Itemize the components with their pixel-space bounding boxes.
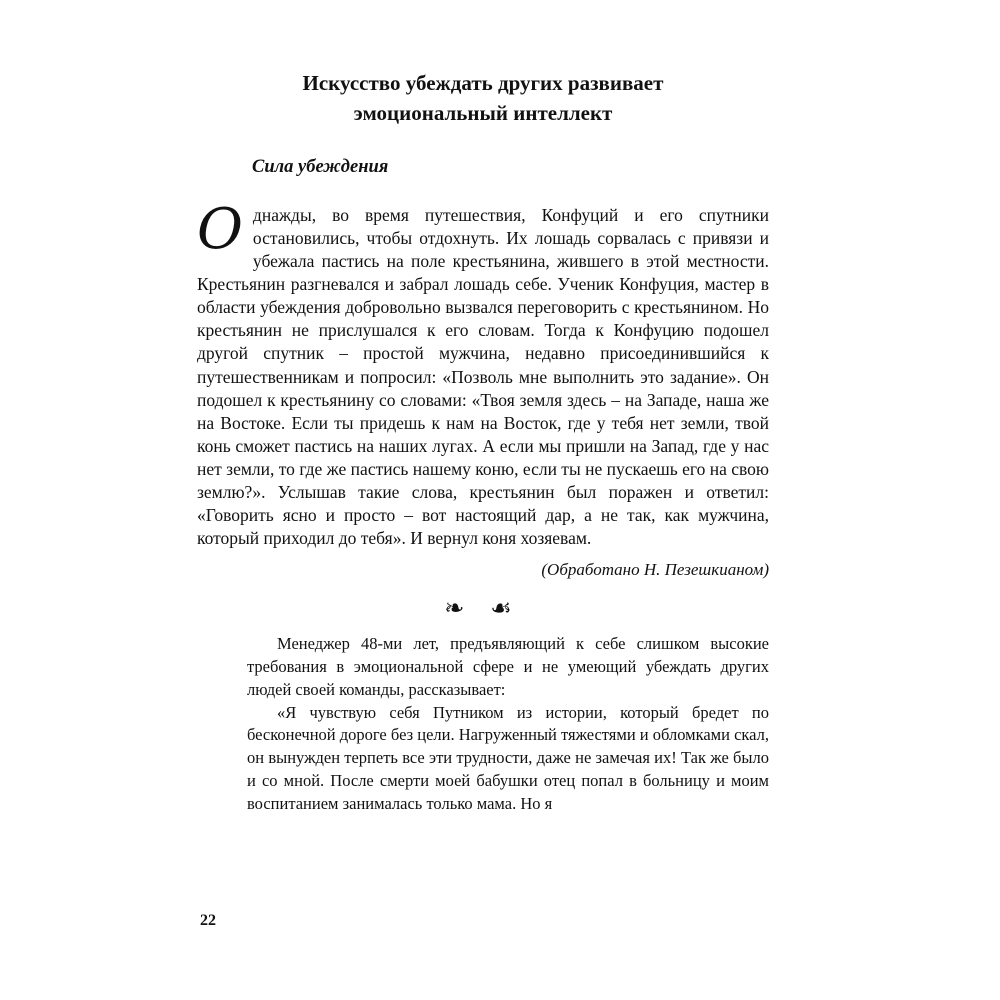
case-quote-paragraph-2: «Я чувствую себя Путником из истории, который бредет по бесконечной дороге без цели. Нагруженный тяжестями и обломками скал, он вынужден терпеть все эти трудности, даже не замечая их! Так же было и со мной. После смерти моей бабушки отец попал в больницу и моим воспитанием занималась только мама. Но я xyxy=(247,702,769,813)
fleuron-ornament-icon: ❧ ☙ xyxy=(444,596,522,623)
case-quote-block xyxy=(247,633,769,815)
section-subheading: Сила убеждения xyxy=(252,156,389,177)
case-quote-paragraph-1: Менеджер 48-ми лет, предъявляющий к себе слишком высокие требования в эмоциональной сфере и не умеющий убеждать других людей своей команды, рассказывает: xyxy=(247,634,769,699)
chapter-title xyxy=(197,68,769,129)
chapter-title-line2: эмоциональный интеллект xyxy=(353,101,613,126)
page-content xyxy=(197,60,769,815)
attribution-line: (Обработано Н. Пезешкианом) xyxy=(541,560,769,580)
story-text: днажды, во время путешествия, Конфуций и его спутники остановились, чтобы отдохнуть. Их лошадь сорвалась с привязи и убежала пастись на поле крестьянина, жившего в этой местности. Крестьянин разгневался и забрал лошадь себе. Ученик Конфуция, мастер в области убеждения добровольно вызвался переговорить с крестьянином. Но крестьянин не прислушался к его словам. Тогда к Конфуцию подошел другой спутник – простой мужчина, недавно присоединившийся к путешественникам и попросил: «Позволь мне выполнить это задание». Он подошел к крестьянину со словами: «Твоя земля здесь – на Западе, наша же на Востоке. Если ты придешь к нам на Восток, где у тебя нет земли, твой конь сможет пастись на наших лугах. А если мы пришли на Запад, где у нас нет земли, то где же пастись нашему коню, если ты не пускаешь его на свою землю?». Услышав такие слова, крестьянин был поражен и ответил: «Говорить ясно и просто – вот настоящий дар, а не так, как мужчина, который приходил до тебя». И вернул коня хозяевам. xyxy=(197,204,769,549)
drop-cap: О xyxy=(197,196,243,262)
page-number: 22 xyxy=(200,912,216,929)
chapter-title-line1: Искусство убеждать других развивает xyxy=(302,71,664,95)
story-paragraph xyxy=(197,196,769,550)
